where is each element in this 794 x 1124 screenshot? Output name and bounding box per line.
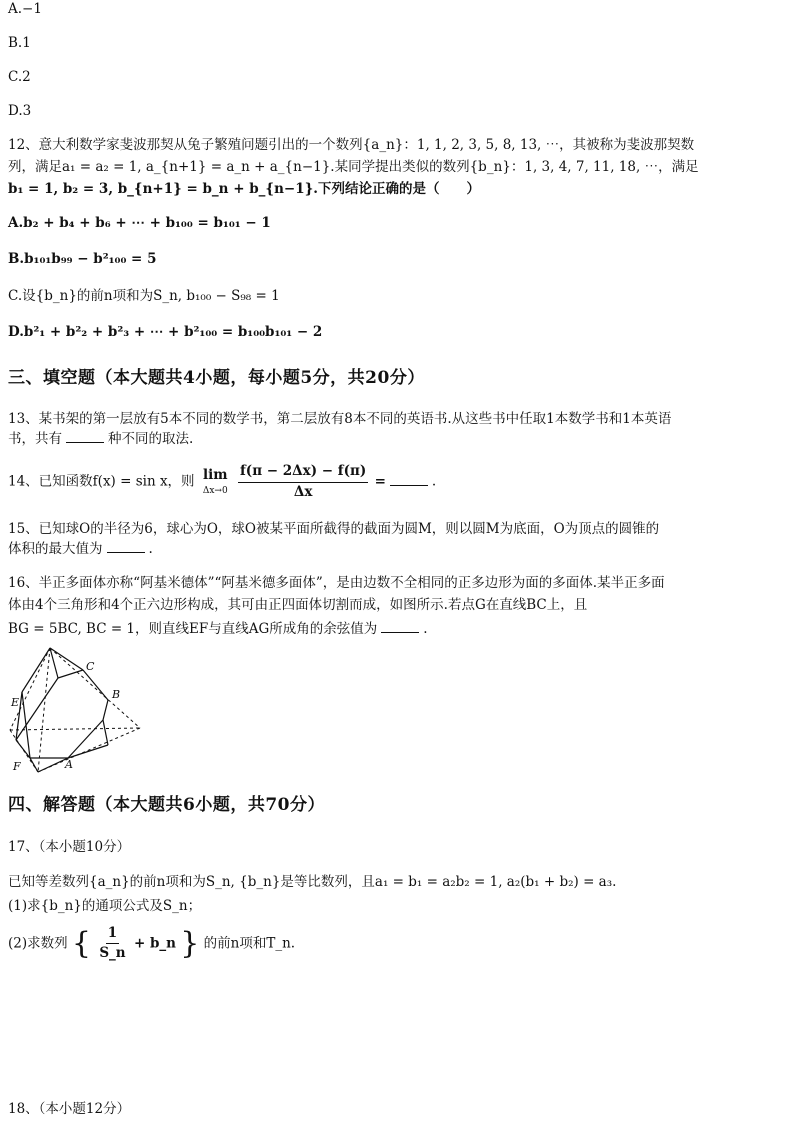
q15-line1: 15、已知球O的半径为6，球心为O，球O被某平面所截得的截面为圆M，则以圆M为底面，O为顶点的圆锥的	[8, 521, 660, 537]
q17-plus-bn: + b_n	[133, 935, 176, 952]
q17-part2-pre: (2)求数列	[8, 935, 68, 952]
hidden-edge	[10, 728, 140, 730]
q14-denominator: Δx	[293, 483, 313, 500]
answer-blank	[390, 473, 428, 486]
q17-denominator: S_n	[99, 945, 126, 962]
limit-word: lim	[203, 466, 228, 483]
q14-text-pre: 14、已知函数f(x) = sin x，则	[8, 473, 195, 490]
limit-subscript: Δx→0	[202, 486, 228, 497]
limit-operator	[203, 466, 228, 499]
label-f: F	[13, 760, 21, 773]
q12-line2: 列，满足a₁ = a₂ = 1, a_{n+1} = a_n + a_{n−1}.某同学提出类似的数列{b_n}：1, 3, 4, 7, 11, 18, ⋯，满足	[8, 159, 699, 175]
option-d: D.3	[8, 103, 32, 119]
q12-line3: b₁ = 1, b₂ = 3, b_{n+1} = b_n + b_{n−1}.下列结论正确的是（ ）	[8, 181, 480, 197]
q13-line2	[8, 430, 193, 450]
q13-line1: 13、某书架的第一层放有5本不同的数学书，第二层放有8本不同的英语书.从这些书中任取1本数学书和1本英语	[8, 411, 672, 427]
q16-line2: 体由4个三角形和4个正六边形构成，其可由正四面体切割而成，如图所示.若点G在直线BC上，且	[8, 597, 588, 613]
q14-equals: =	[374, 473, 386, 490]
q14-line	[8, 462, 436, 502]
edge	[38, 758, 68, 772]
q18-title: 18、（本小题12分）	[8, 1101, 131, 1117]
option-a: A.−1	[8, 1, 42, 17]
label-a: A	[65, 758, 73, 771]
q17-line1: 已知等差数列{a_n}的前n项和为S_n, {b_n}是等比数列，且a₁ = b₁ = a₂b₂ = 1, a₂(b₁ + b₂) = a₃.	[8, 874, 617, 890]
edge	[22, 648, 50, 692]
q12-line1: 12、意大利数学家斐波那契从兔子繁殖问题引出的一个数列{a_n}：1, 1, 2, 3, 5, 8, 13, ⋯，其被称为斐波那契数	[8, 137, 695, 153]
option-c: C.2	[8, 69, 31, 85]
q12-option-d: D.b²₁ + b²₂ + b²₃ + ⋯ + b²₁₀₀ = b₁₀₀b₁₀₁ − 2	[8, 324, 323, 340]
edge	[103, 700, 108, 720]
hidden-edge	[50, 648, 140, 728]
q16-text-pre: BG = 5BC, BC = 1，则直线EF与直线AG所成角的余弦值为	[8, 621, 378, 637]
q17-numerator: 1	[106, 924, 119, 945]
q14-fraction	[238, 462, 368, 502]
q15-text-pre: 体积的最大值为	[8, 541, 103, 557]
q17-part1: (1)求{b_n}的通项公式及S_n；	[8, 898, 202, 914]
edge	[103, 720, 108, 745]
edge	[58, 670, 83, 678]
right-brace: }	[180, 926, 200, 961]
q17-fraction	[97, 924, 127, 964]
label-b: B	[112, 688, 121, 701]
truncated-tetrahedron-figure	[8, 640, 143, 775]
q16-line1: 16、半正多面体亦称“阿基米德体”“阿基米德多面体”，是由边数不全相同的正多边形为面的多面体.某半正多面	[8, 575, 665, 591]
q16-text-post: .	[423, 621, 428, 637]
q15-line2	[8, 540, 153, 560]
q12-option-c: C.设{b_n}的前n项和为S_n, b₁₀₀ − S₉₈ = 1	[8, 288, 280, 304]
answer-blank	[66, 430, 104, 443]
q17-title: 17、（本小题10分）	[8, 839, 131, 855]
edge	[16, 678, 58, 740]
q14-numerator: f(π − 2Δx) − f(π)	[238, 462, 368, 483]
q12-option-a: A.b₂ + b₄ + b₆ + ⋯ + b₁₀₀ = b₁₀₁ − 1	[8, 215, 271, 231]
q14-end: .	[431, 473, 437, 490]
q17-part2-post: 的前n项和T_n.	[203, 935, 296, 952]
option-b: B.1	[8, 35, 31, 51]
label-e: E	[11, 696, 20, 709]
q17-part2	[8, 922, 295, 966]
hidden-edge	[38, 648, 50, 772]
section-heading-fill-in: 三、填空题（本大题共4小题，每小题5分，共20分）	[8, 368, 425, 388]
q13-text-pre: 书，共有	[8, 431, 62, 447]
q16-line3	[8, 620, 428, 640]
answer-blank	[381, 620, 419, 633]
section-heading-solutions: 四、解答题（本大题共6小题，共70分）	[8, 795, 325, 815]
label-c: C	[86, 660, 95, 673]
left-brace: {	[71, 926, 92, 961]
edge	[83, 670, 108, 700]
q12-option-b: B.b₁₀₁b₉₉ − b²₁₀₀ = 5	[8, 251, 157, 267]
q13-text-post: 种不同的取法.	[108, 431, 194, 447]
hidden-edge	[10, 648, 50, 730]
answer-blank	[107, 540, 145, 553]
q15-text-post: .	[148, 541, 153, 557]
